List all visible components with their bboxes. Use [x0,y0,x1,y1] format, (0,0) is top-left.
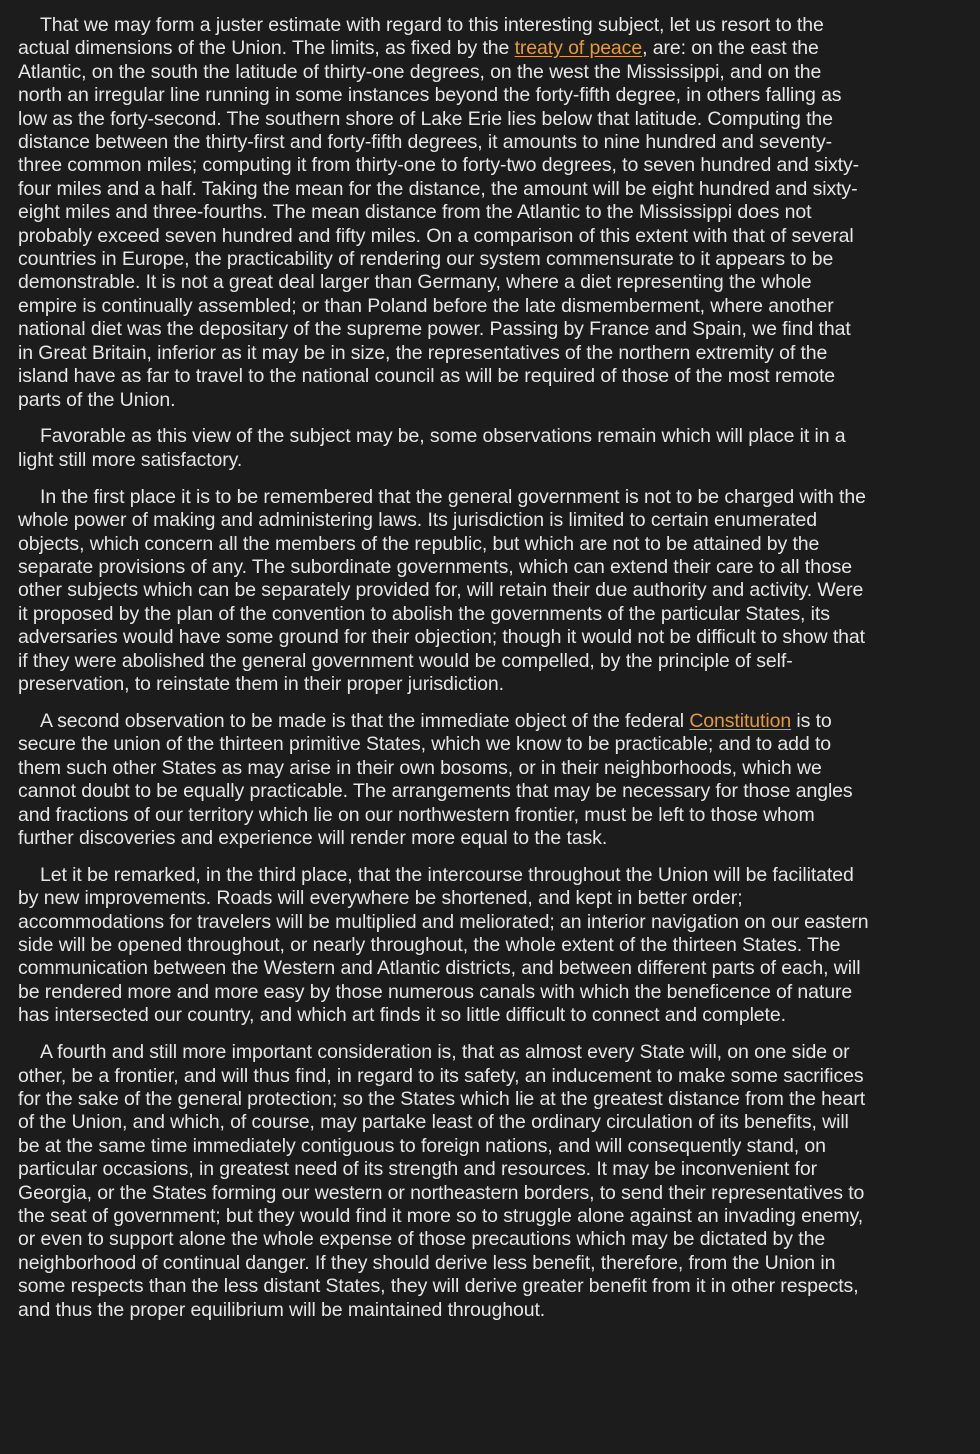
paragraph-text: A second observation to be made is that the immediate object of the federal [40,709,690,732]
paragraph-text: That we may form a juster estimate with regard to this interesting subject, let us resort to the actual dimensions of the Union. The limits, as fixed by the [18,14,824,60]
paragraph-text: is to secure the union of the thirteen primitive States, which we know to be practicable; and to add to them such other States as may arise in their own bosoms, or in their neighborhoods, which we cannot doubt to be equally practicable. The arrangements that may be necessary for those angles and fractions of our territory which lie on our northwestern frontier, must be left to those whom further discoveries and experience will render more equal to the task. [18,709,853,849]
paragraph-text: A fourth and still more important consideration is, that as almost every State will, on one side or other, be a frontier, and will thus find, in regard to its safety, an inducement to make some sacrifices for the sake of the general protection; so the States which lie at the greatest distance from the heart of the Union, and which, of course, may partake least of the ordinary circulation of its benefits, will be at the same time immediately contiguous to foreign nations, and will consequently stand, on particular occasions, in greatest need of its strength and resources. It may be inconvenient for Georgia, or the States forming our western or northeastern borders, to send their representatives to the seat of government; but they would find it more so to struggle alone against an invading enemy, or even to support alone the whole expense of those precautions which may be dictated by the neighborhood of continual danger. If they should derive less benefit, therefore, from the Union in some respects than the less distant States, they will derive greater benefit from it in other respects, and thus the proper equilibrium will be maintained throughout. [18,1041,866,1321]
inline-link[interactable]: treaty of peace [514,37,643,60]
paragraph [18,864,870,1028]
inline-link[interactable]: Constitution [689,709,792,732]
paragraph [18,425,870,472]
paragraph-text: , are: on the east the Atlantic, on the south the latitude of thirty-one degrees, on the west the Mississippi, and on the north an irregular line running in some instances beyond the forty-fifth degree, in others falling as low as the forty-second. The southern shore of Lake Erie lies below that latitude. Computing the distance between the thirty-first and forty-fifth degrees, it amounts to nine hundred and seventy-three common miles; computing it from thirty-one to forty-two degrees, to seven hundred and sixty-four miles and a half. Taking the mean for the distance, the amount will be eight hundred and sixty-eight miles and three-fourths. The mean distance from the Atlantic to the Mississippi does not probably exceed seven hundred and fifty miles. On a comparison of this extent with that of several countries in Europe, the practicability of rendering our system commensurate to it appears to be demonstrable. It is not a great deal larger than Germany, where a diet representing the whole empire is continually assembled; or than Poland before the late dismemberment, where another national diet was the depositary of the supreme power. Passing by France and Spain, we find that in Great Britain, inferior as it may be in size, the representatives of the northern extremity of the island have as far to travel to the national council as will be required of those of the most remote parts of the Union. [18,37,859,411]
paragraph [18,486,870,697]
paragraph [18,1041,870,1322]
document-body [18,14,870,1336]
paragraph-text: Let it be remarked, in the third place, that the intercourse throughout the Union will be facilitated by new improvements. Roads will everywhere be shortened, and kept in better order; accommodations for travelers will be multiplied and meliorated; an interior navigation on our eastern side will be opened throughout, or nearly throughout, the whole extent of the thirteen States. The communication between the Western and Atlantic districts, and between different parts of each, will be rendered more and more easy by those numerous canals with which the beneficence of nature has intersected our country, and which art finds it so little difficult to connect and complete. [18,863,869,1027]
paragraph-text: Favorable as this view of the subject may be, some observations remain which will place it in a light still more satisfactory. [18,425,846,471]
paragraph [18,710,870,850]
paragraph-text: In the first place it is to be remembered that the general government is not to be charged with the whole power of making and administering laws. Its jurisdiction is limited to certain enumerated objects, which concern all the members of the republic, but which are not to be attained by the separate provisions of any. The subordinate governments, which can extend their care to all those other subjects which can be separately provided for, will retain their due authority and activity. Were it proposed by the plan of the convention to abolish the governments of the particular States, its adversaries would have some ground for their objection; though it would not be difficult to show that if they were abolished the general government would be compelled, by the principle of self-preservation, to reinstate them in their proper jurisdiction. [18,485,866,695]
paragraph [18,14,870,412]
